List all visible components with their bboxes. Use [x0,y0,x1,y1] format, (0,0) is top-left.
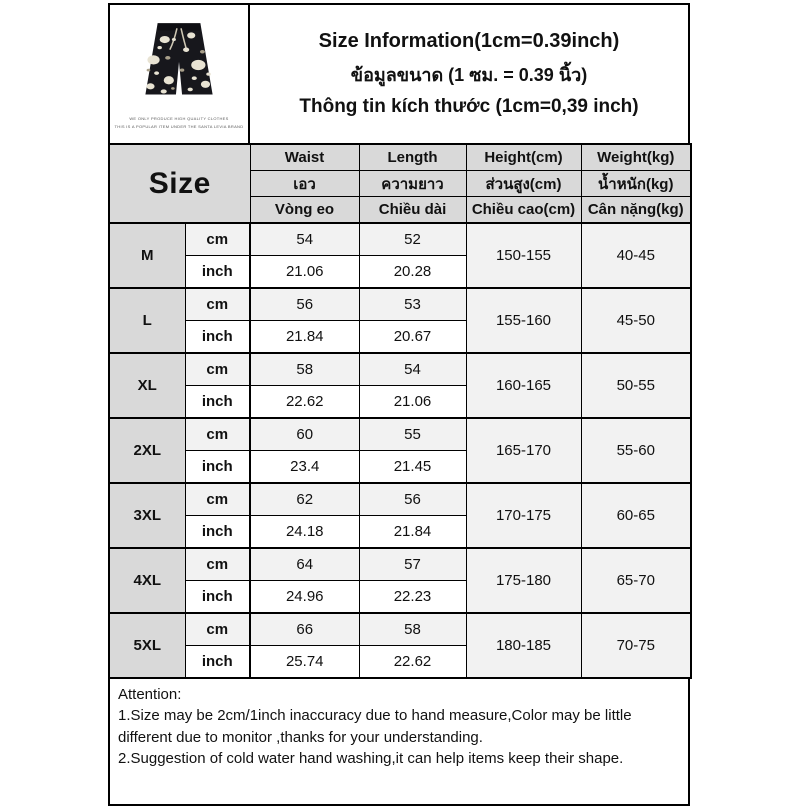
product-image-cell [110,5,250,143]
size-row-m-cm [109,223,691,256]
waist-cm-cell: 62 [250,483,359,516]
product-caption-line-2: THIS IS A POPULAR ITEM UNDER THE SANTA LEVIA BRAND [114,123,244,129]
table-body [109,223,691,678]
height-range-cell: 150-155 [466,223,581,288]
column-header-vi-2: Chiều cao(cm) [466,197,581,224]
waist-inch-cell: 24.18 [250,516,359,549]
attention-box [108,679,690,806]
size-chart-sheet [108,3,690,806]
height-range-cell: 160-165 [466,353,581,418]
weight-range-cell: 45-50 [581,288,691,353]
weight-range-cell: 55-60 [581,418,691,483]
column-header-en-3: Weight(kg) [581,144,691,171]
column-header-th-3: น้ำหนัก(kg) [581,171,691,197]
size-header-cell: Size [109,144,250,223]
size-info-title-cell [250,5,688,143]
waist-cm-cell: 60 [250,418,359,451]
height-range-cell: 180-185 [466,613,581,678]
length-cm-cell: 58 [359,613,466,646]
unit-label-inch-cell: inch [185,386,250,419]
size-label-cell: M [109,223,185,288]
length-cm-cell: 54 [359,353,466,386]
column-header-vi-1: Chiều dài [359,197,466,224]
size-label-cell: 3XL [109,483,185,548]
unit-label-cm-cell: cm [185,418,250,451]
attention-line-2: 2.Suggestion of cold water hand washing,it can help items keep their shape. [118,749,624,767]
waist-cm-cell: 58 [250,353,359,386]
unit-label-cm-cell: cm [185,483,250,516]
size-row-3xl-cm [109,483,691,516]
length-cm-cell: 52 [359,223,466,256]
unit-label-inch-cell: inch [185,451,250,484]
attention-title: Attention: [118,686,182,703]
height-range-cell: 170-175 [466,483,581,548]
weight-range-cell: 50-55 [581,353,691,418]
size-chart-table [108,143,692,679]
column-header-th-1: ความยาว [359,171,466,197]
length-inch-cell: 22.23 [359,581,466,614]
size-row-5xl-cm [109,613,691,646]
length-inch-cell: 21.84 [359,516,466,549]
waist-cm-cell: 64 [250,548,359,581]
column-header-vi-0: Vòng eo [250,197,359,224]
weight-range-cell: 70-75 [581,613,691,678]
unit-label-inch-cell: inch [185,646,250,679]
unit-label-cm-cell: cm [185,353,250,386]
shorts-waistband [158,23,201,30]
length-inch-cell: 20.28 [359,256,466,289]
weight-range-cell: 60-65 [581,483,691,548]
size-row-4xl-cm [109,548,691,581]
length-inch-cell: 20.67 [359,321,466,354]
size-row-xl-cm [109,353,691,386]
unit-label-cm-cell: cm [185,223,250,256]
unit-label-inch-cell: inch [185,516,250,549]
unit-label-cm-cell: cm [185,548,250,581]
column-header-en-1: Length [359,144,466,171]
weight-range-cell: 40-45 [581,223,691,288]
length-cm-cell: 56 [359,483,466,516]
length-cm-cell: 57 [359,548,466,581]
shorts-product-image [123,17,235,115]
size-row-l-cm [109,288,691,321]
waist-inch-cell: 25.74 [250,646,359,679]
header-box [108,3,690,143]
length-cm-cell: 55 [359,418,466,451]
size-label-cell: 4XL [109,548,185,613]
column-header-th-2: ส่วนสูง(cm) [466,171,581,197]
size-label-cell: L [109,288,185,353]
size-info-title-th: ข้อมูลขนาด (1 ซม. = 0.39 นิ้ว) [350,65,588,85]
unit-label-inch-cell: inch [185,256,250,289]
height-range-cell: 155-160 [466,288,581,353]
product-caption-line-1: WE ONLY PRODUCE HIGH QUALITY CLOTHES [129,115,229,121]
column-header-vi-3: Cân nặng(kg) [581,197,691,224]
unit-label-cm-cell: cm [185,613,250,646]
waist-cm-cell: 54 [250,223,359,256]
size-info-title-vi: Thông tin kích thước (1cm=0,39 inch) [299,96,639,117]
size-label-cell: 2XL [109,418,185,483]
waist-inch-cell: 21.06 [250,256,359,289]
waist-inch-cell: 21.84 [250,321,359,354]
unit-label-inch-cell: inch [185,581,250,614]
attention-line-1: 1.Size may be 2cm/1inch inaccuracy due to hand measure,Color may be little different due to monitor ,thanks for your understanding. [118,707,632,746]
length-inch-cell: 22.62 [359,646,466,679]
column-header-th-0: เอว [250,171,359,197]
weight-range-cell: 65-70 [581,548,691,613]
unit-label-inch-cell: inch [185,321,250,354]
length-cm-cell: 53 [359,288,466,321]
length-inch-cell: 21.06 [359,386,466,419]
unit-label-cm-cell: cm [185,288,250,321]
waist-cm-cell: 56 [250,288,359,321]
column-header-en-0: Waist [250,144,359,171]
height-range-cell: 175-180 [466,548,581,613]
size-row-2xl-cm [109,418,691,451]
length-inch-cell: 21.45 [359,451,466,484]
size-label-cell: XL [109,353,185,418]
height-range-cell: 165-170 [466,418,581,483]
size-label-cell: 5XL [109,613,185,678]
table-header [109,144,691,223]
waist-inch-cell: 23.4 [250,451,359,484]
size-info-title-en: Size Information(1cm=0.39inch) [318,30,620,52]
waist-inch-cell: 24.96 [250,581,359,614]
waist-cm-cell: 66 [250,613,359,646]
waist-inch-cell: 22.62 [250,386,359,419]
column-header-en-2: Height(cm) [466,144,581,171]
